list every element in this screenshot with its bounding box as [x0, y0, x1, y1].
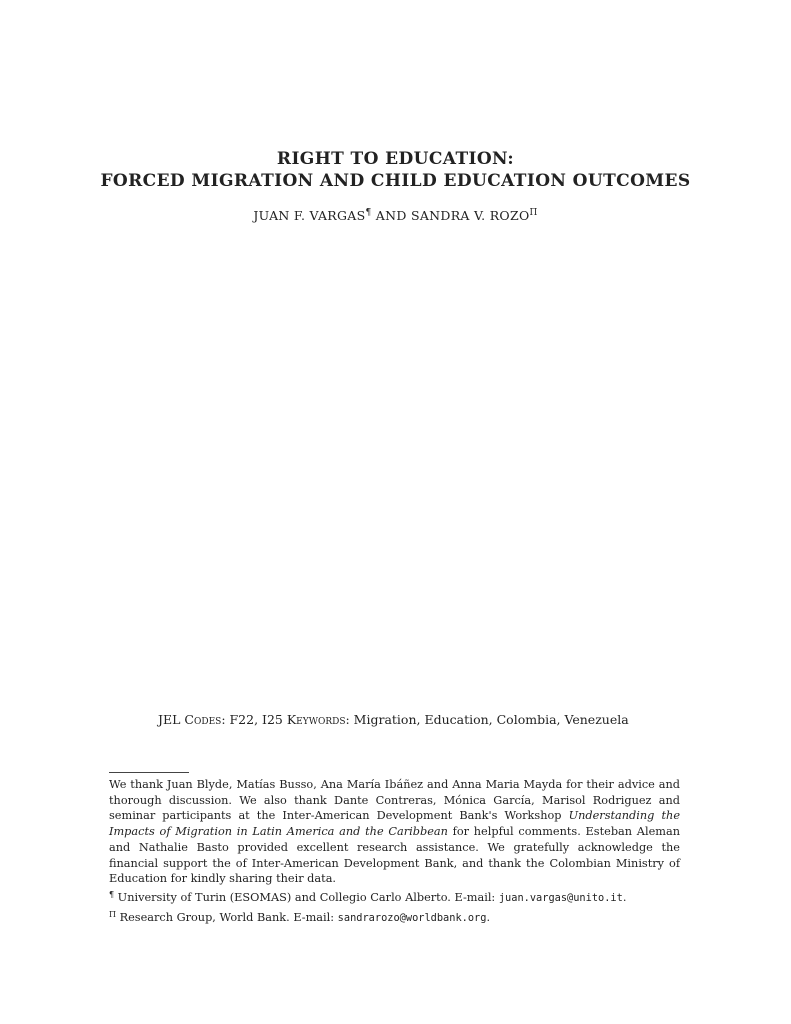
- acknowledgment-text-end: for helpful comments. Esteban Aleman and Nathalie Basto provided excellent research assistance. We gratefully acknowledge the financial support the of Inter-American Development Bank, and thank the Colombian Ministry of Education for kindly sharing their data.: [109, 825, 680, 886]
- footnotes: [109, 777, 680, 926]
- footnote-mark-2: Π: [109, 909, 116, 919]
- affiliation-footnote-1: [109, 887, 680, 907]
- workshop-title: Understanding the Impacts of Migration in Latin America and the Caribbean: [109, 809, 681, 839]
- email-link-1[interactable]: juan.vargas@unito.it: [498, 891, 623, 904]
- author-mark-1: ¶: [365, 208, 372, 218]
- affiliation-1-text: University of Turin (ESOMAS) and Collegio Carlo Alberto. E-mail:: [114, 890, 499, 904]
- acknowledgment-text-start: We thank Juan Blyde, Matías Busso, Ana María Ibáñez and Anna Maria Mayda for their advice and thorough discussion. We also thank Dante Contreras, Mónica García, Marisol Rodriguez and seminar participants at the Inter-American Development Bank's Workshop: [109, 778, 680, 823]
- jel-codes: F22, I25: [229, 712, 287, 727]
- keywords-list: Migration, Education, Colombia, Venezuela: [353, 712, 629, 727]
- paper-title-line-2: FORCED MIGRATION AND CHILD EDUCATION OUTCOMES: [100, 171, 691, 191]
- jel-separator: :: [221, 712, 230, 727]
- affiliation-1-end: .: [622, 890, 627, 904]
- author-mark-2: Π: [529, 208, 538, 218]
- keywords-separator: :: [345, 712, 354, 727]
- affiliation-footnote-2: [109, 907, 680, 927]
- footnote-rule: [109, 772, 189, 773]
- footnote-mark-1: ¶: [109, 889, 115, 899]
- author-line: [0, 208, 791, 223]
- email-link-2[interactable]: sandrarozo@worldbank.org: [337, 911, 487, 924]
- author-connector: AND: [371, 208, 411, 223]
- author-name-2: SANDRA V. ROZO: [410, 208, 530, 223]
- acknowledgment-footnote: [109, 777, 680, 887]
- affiliation-2-text: Research Group, World Bank. E-mail:: [115, 910, 338, 924]
- paper-title-line-1: RIGHT TO EDUCATION:: [276, 149, 515, 169]
- jel-keywords-line: [158, 712, 629, 727]
- jel-label: JEL Codes: [158, 712, 222, 727]
- keywords-label: Keywords: [286, 712, 346, 727]
- author-name-1: JUAN F. VARGAS: [253, 208, 366, 223]
- affiliation-2-end: .: [486, 910, 491, 924]
